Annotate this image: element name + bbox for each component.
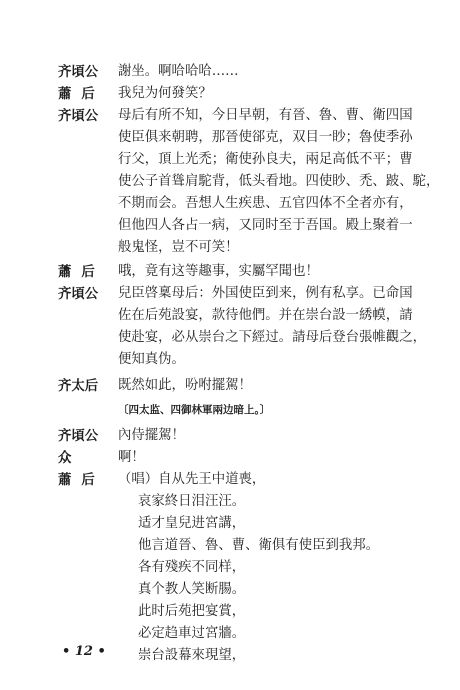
speaker-label: 众 bbox=[58, 450, 72, 466]
dialogue-text: 佐在后苑設宴，款待他們。并在崇台設一綉幙，請 bbox=[118, 308, 413, 323]
verse-text: 哀家終日泪汪汪。 bbox=[138, 494, 246, 509]
dialogue-text: 啊！ bbox=[118, 450, 145, 465]
verse-text: 必定趋車过宮牆。 bbox=[138, 626, 246, 641]
speaker-label: 蕭后 bbox=[58, 86, 105, 102]
verse-text: 崇台設幕來現望， bbox=[138, 648, 246, 663]
dialogue-text: 不期而会。吾想人生疾患、五官四体不全者亦有， bbox=[118, 196, 413, 211]
dialogue-text: 哦，竟有这等趣事，实屬罕聞也！ bbox=[118, 264, 319, 279]
speaker-label: 齐太后 bbox=[58, 378, 99, 394]
speaker-label: 齐頃公 bbox=[58, 108, 99, 124]
speaker-label: 齐頃公 bbox=[58, 428, 99, 444]
dialogue-text: 既然如此，吩咐擺駕！ bbox=[118, 378, 252, 393]
dialogue-text: 行父，頂上光禿；衛使孙良夫，兩足高低不平；曹 bbox=[118, 152, 413, 167]
verse-text: 适才皇兒进宮講， bbox=[138, 516, 246, 531]
verse-text: 真个教人笑断腸。 bbox=[138, 582, 246, 597]
dialogue-text: 使赴宴，必从崇台之下經过。請母后登台張帷觀之， bbox=[118, 330, 426, 345]
stage-direction-text: 〔四太监、四御林軍兩边暗上。〕 bbox=[118, 404, 271, 416]
dialogue-text: 使公子首聳肩駝背，低头看地。四使眇、禿、跛、駝， bbox=[118, 174, 440, 189]
dialogue-text: 便知真伪。 bbox=[118, 352, 185, 367]
dialogue-text: 謝坐。啊哈哈哈…… bbox=[118, 64, 239, 79]
dialogue-text: 使臣俱来朝聘，那晉使郤克，双目一眇；魯使季孙 bbox=[118, 130, 413, 145]
verse-text: 他言道晉、魯、曹、衛俱有使臣到我邦。 bbox=[138, 538, 380, 553]
dialogue-text: （唱）自从先王中道喪， bbox=[118, 472, 266, 487]
dialogue-text: 但他四人各占一病，又同时至于吾国。殿上聚着一 bbox=[118, 218, 413, 233]
dialogue-text: 內侍擺駕！ bbox=[118, 428, 185, 443]
verse-text: 此时后苑把宴賞， bbox=[138, 604, 246, 619]
speaker-label: 蕭后 bbox=[58, 264, 105, 280]
verse-text: 各有殘疾不同样， bbox=[138, 560, 246, 575]
dialogue-text: 般鬼怪，豈不可笑！ bbox=[118, 240, 239, 255]
speaker-label: 齐頃公 bbox=[58, 286, 99, 302]
dialogue-text: 兒臣啓稟母后：外国使臣到来，例有私享。已命国 bbox=[118, 286, 413, 301]
speaker-label: 蕭后 bbox=[58, 472, 105, 488]
speaker-label: 齐頃公 bbox=[58, 64, 99, 80]
dialogue-text: 我兒为何發笑？ bbox=[118, 86, 212, 101]
dialogue-text: 母后有所不知，今日早朝，有晉、魯、曹、衛四国 bbox=[118, 108, 413, 123]
page-number: • 12 • bbox=[62, 644, 106, 659]
